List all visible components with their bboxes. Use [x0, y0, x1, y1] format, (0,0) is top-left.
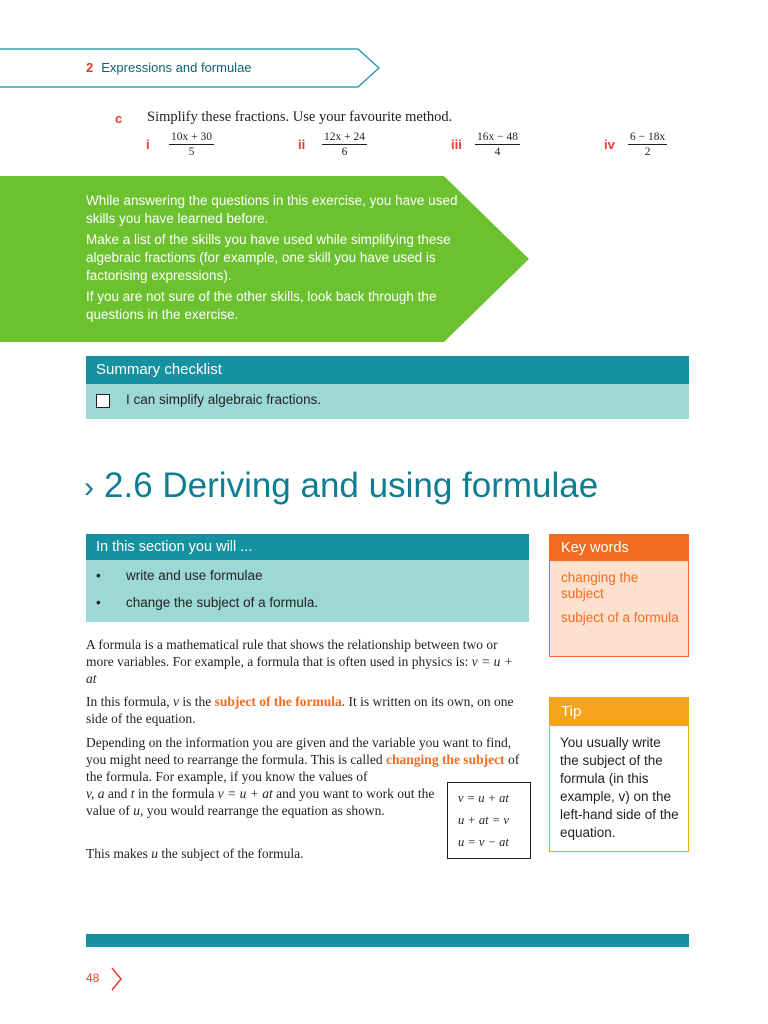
key-word-inline: changing the subject	[386, 752, 505, 767]
tip-box	[549, 697, 689, 852]
formula-inline: v = u + at	[86, 654, 513, 686]
summary-checklist-header	[86, 356, 689, 384]
formula-inline: v = u + at	[217, 786, 273, 801]
exercise-part-letter: c	[115, 111, 123, 126]
body-text: Depending on the information you are given and the variable you want to find, you might need to rearrange the formula. This is called	[86, 735, 512, 767]
fraction-denominator: 4	[494, 146, 501, 158]
chapter-number: 2	[86, 60, 94, 75]
key-words-header	[550, 535, 688, 561]
body-paragraph-2	[86, 693, 526, 727]
body-text: A formula is a mathematical rule that shows the relationship between two or more variables. For example, a formula that is often used in physics is:	[86, 637, 498, 669]
summary-checklist-title: Summary checklist	[96, 361, 222, 378]
reflection-paragraph: If you are not sure of the other skills, look back through the questions in the exercise.	[86, 289, 437, 322]
fraction-numerator: 16x − 48	[477, 131, 518, 143]
variable-inline: t	[130, 786, 135, 801]
equation-line: u + at = v	[458, 813, 509, 827]
exercise-instruction: Simplify these fractions. Use your favourite method.	[147, 109, 453, 125]
fraction-numerator: 10x + 30	[171, 131, 212, 143]
page-number: 48	[86, 971, 100, 985]
section-chevron-icon: ›	[84, 471, 94, 504]
tip-text: You usually write the subject of the formula (in this example, v) on the left-hand side of the equation.	[560, 735, 679, 840]
objective-item: change the subject of a formula.	[126, 595, 319, 610]
rearrangement-box	[447, 782, 531, 859]
variable-inline: u	[151, 846, 158, 861]
fraction-denominator: 5	[188, 146, 195, 158]
body-paragraph-3-cont	[86, 785, 441, 819]
tip-title: Tip	[561, 703, 582, 720]
bullet-icon: •	[96, 595, 101, 610]
body-text: the subject of the formula.	[158, 846, 304, 861]
fraction	[628, 131, 667, 158]
variable-inline: v	[173, 694, 179, 709]
fraction	[169, 131, 214, 158]
key-word: subject of a formula	[561, 610, 679, 625]
in-this-section-title: In this section you will ...	[96, 539, 253, 555]
next-page-chevron-icon	[109, 966, 123, 992]
key-words-title: Key words	[561, 540, 629, 556]
equation-line: v = u + at	[458, 791, 509, 805]
in-this-section-header	[86, 534, 529, 560]
variable-inline: u	[133, 803, 140, 818]
body-text: and you want to work out the value of	[86, 786, 435, 818]
footer-bar	[86, 934, 689, 947]
fraction-label: iii	[451, 137, 462, 152]
chapter-title: Expressions and formulae	[101, 60, 252, 75]
reflection-paragraph: Make a list of the skills you have used while simplifying these algebraic fractions (for example, one skill you have used is factorising expressions).	[86, 232, 451, 283]
section-heading: Deriving and using formulae	[162, 466, 599, 505]
fraction-denominator: 6	[341, 146, 348, 158]
tip-header	[550, 698, 688, 726]
section-title	[84, 466, 598, 506]
fraction-label: i	[146, 137, 150, 152]
summary-checklist-body	[86, 384, 689, 419]
bullet-icon: •	[96, 568, 101, 583]
body-paragraph-1	[86, 636, 526, 687]
fraction-numerator: 12x + 24	[324, 131, 365, 143]
fraction-numerator: 6 − 18x	[630, 131, 666, 143]
body-paragraph-3	[86, 734, 526, 785]
fraction	[322, 131, 367, 158]
checklist-item-text: I can simplify algebraic fractions.	[126, 392, 322, 407]
key-word: changing the subject	[561, 570, 639, 601]
key-words-box	[549, 534, 689, 657]
body-text: in the formula	[134, 786, 218, 801]
fraction-label: iv	[604, 137, 615, 152]
fraction	[475, 131, 520, 158]
checklist-checkbox[interactable]	[96, 394, 110, 408]
key-word-inline: subject of the formula	[214, 694, 342, 709]
reflection-text	[86, 192, 466, 327]
fraction-label: ii	[298, 137, 306, 152]
body-text: is the	[179, 694, 215, 709]
variable-inline: v, a	[86, 786, 105, 801]
objective-item: write and use formulae	[126, 568, 263, 583]
body-text: In this formula,	[86, 694, 173, 709]
body-text: . It is written on its own, on one side of the equation.	[86, 694, 514, 726]
body-text: , you would rearrange the equation as shown.	[139, 803, 385, 818]
equation-line: u = v − at	[458, 835, 509, 849]
body-text: This makes	[86, 846, 152, 861]
body-text: and	[104, 786, 131, 801]
section-number: 2.6	[104, 466, 153, 505]
reflection-paragraph: While answering the questions in this exercise, you have used skills you have learned before.	[86, 193, 458, 226]
in-this-section-body	[86, 560, 529, 622]
fraction-denominator: 2	[644, 146, 651, 158]
body-text: of the formula. For example, if you know the values of	[86, 752, 520, 784]
chapter-heading	[86, 60, 252, 75]
